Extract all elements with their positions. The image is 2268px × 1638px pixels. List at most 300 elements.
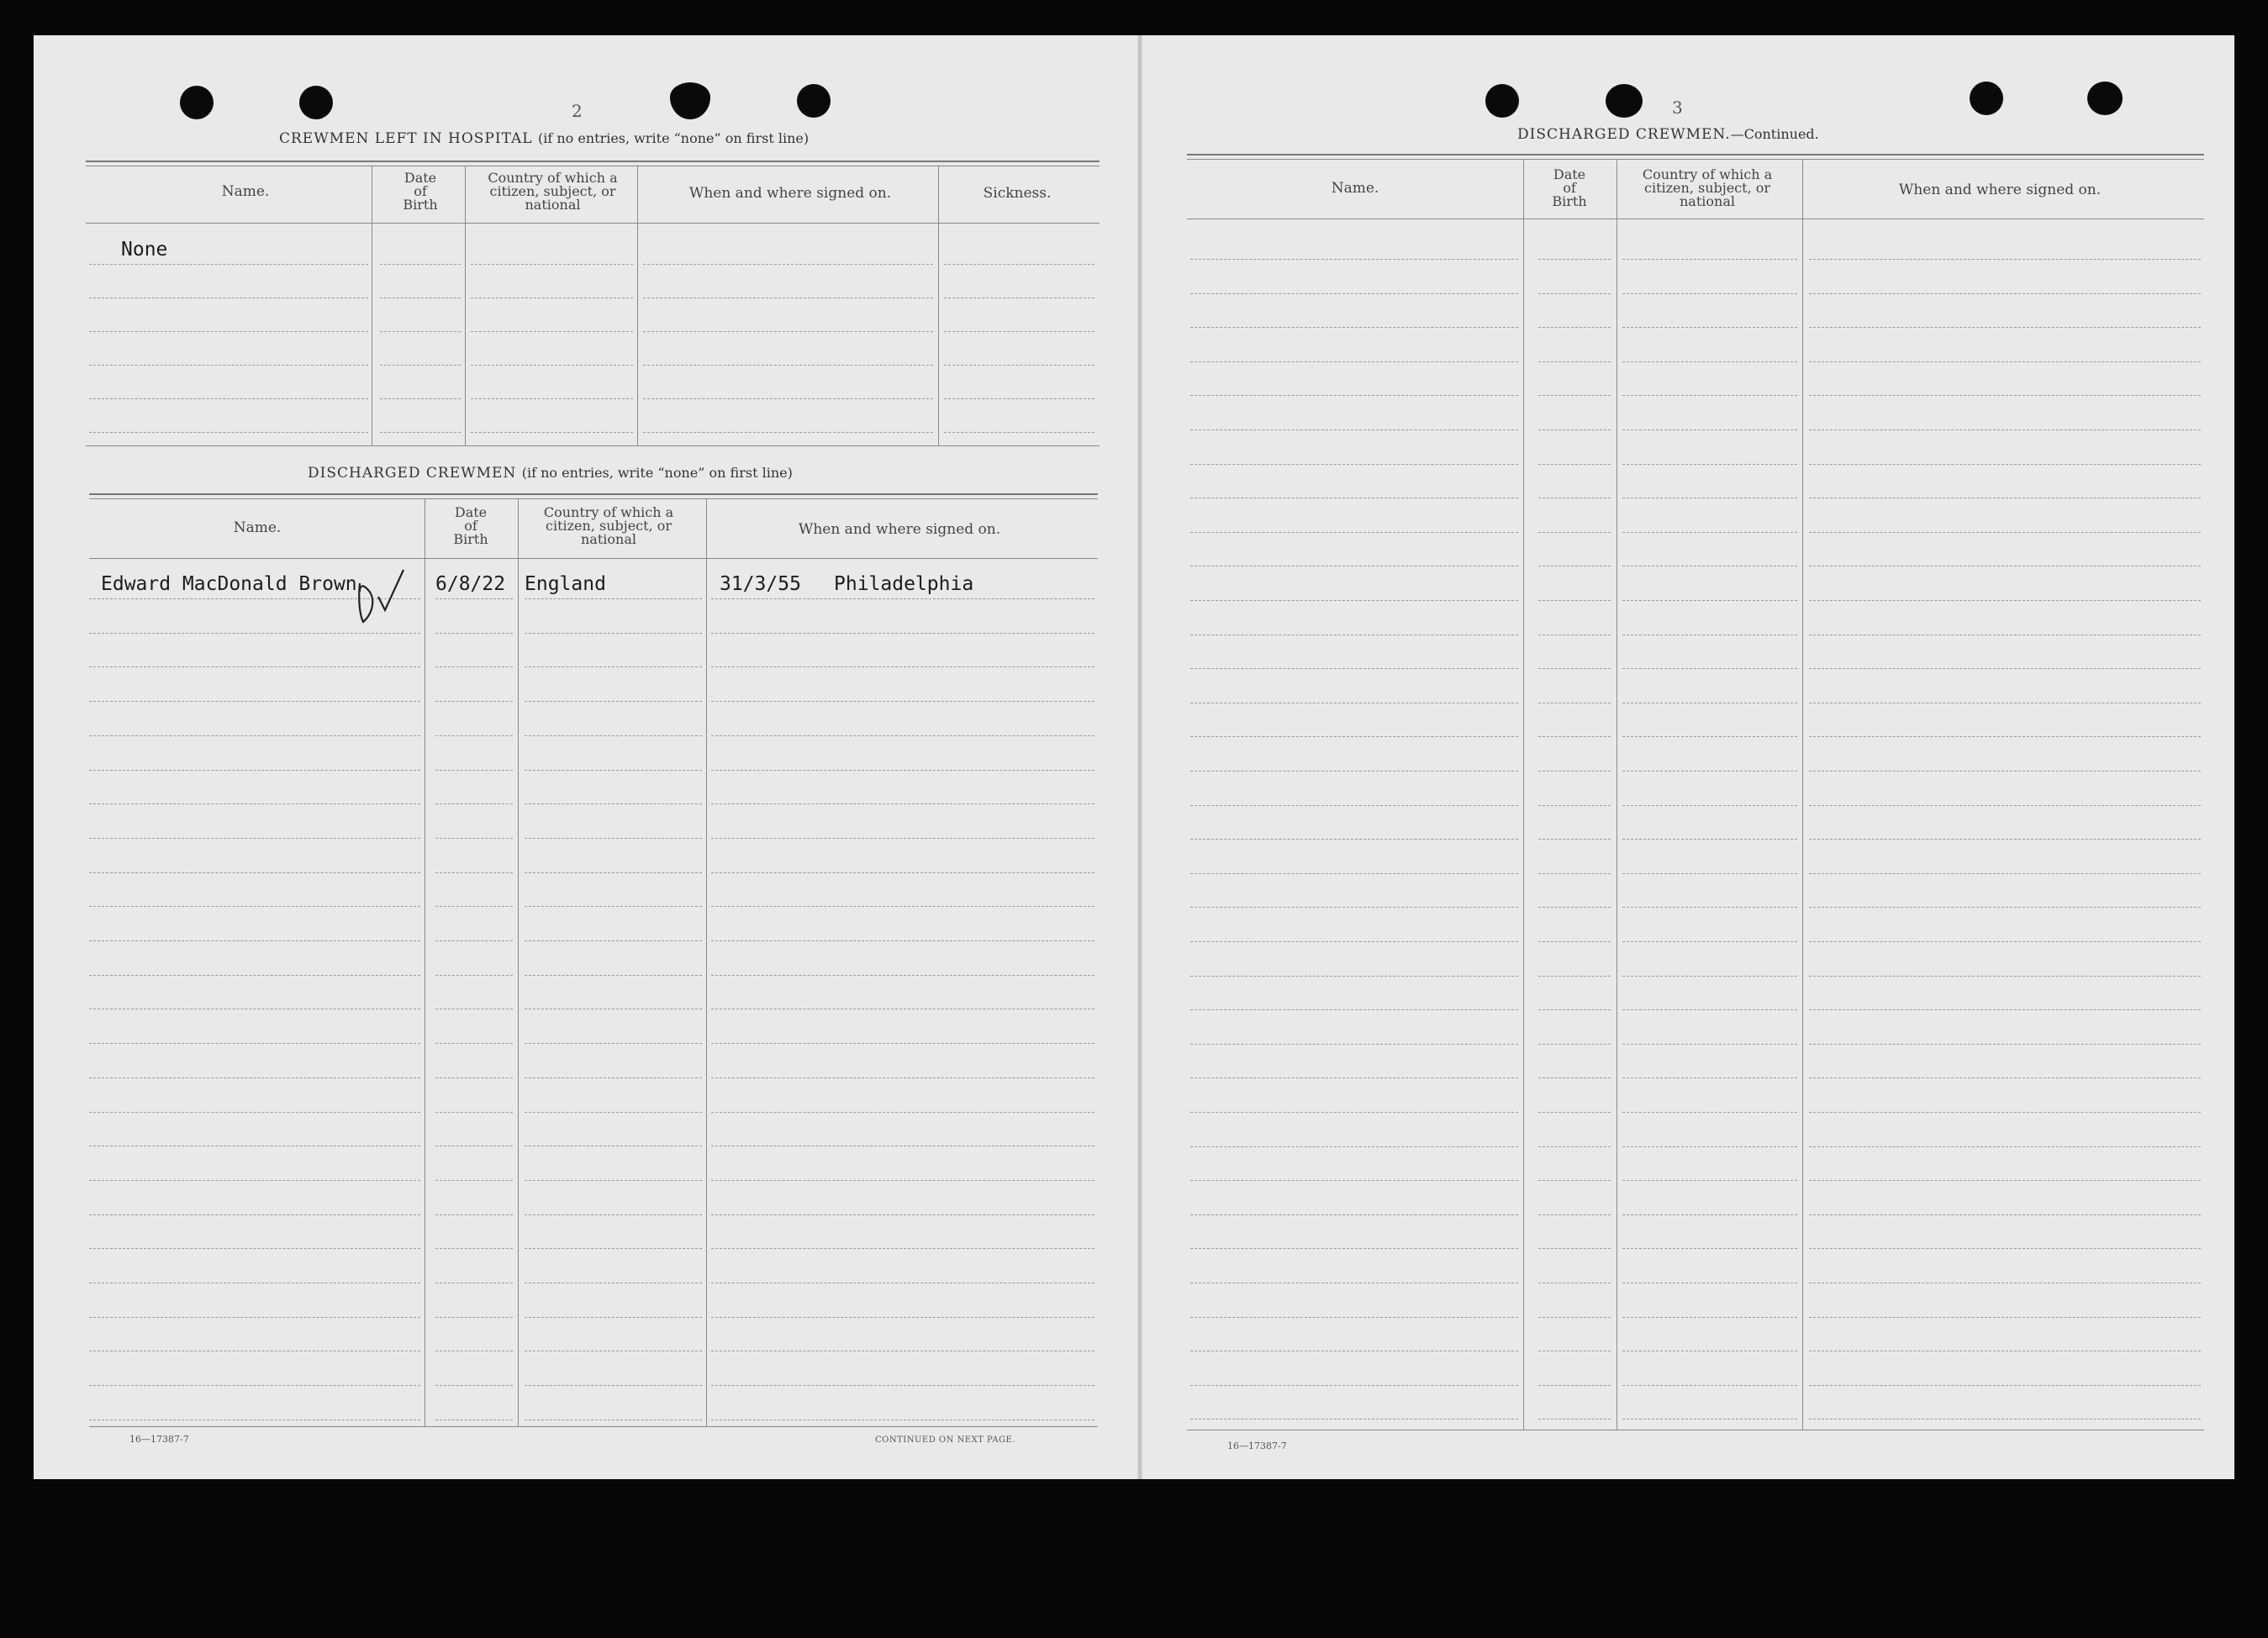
ruled-line	[1622, 1112, 1797, 1113]
discharged-section-title	[308, 465, 793, 482]
form-number: 16—17387-7	[129, 1434, 189, 1445]
header-line: of	[1563, 180, 1576, 196]
ruled-line	[643, 365, 933, 366]
ruled-line	[1538, 1112, 1611, 1113]
ruled-line	[1622, 1077, 1797, 1078]
header-line: Date	[454, 504, 488, 520]
ruled-line	[1190, 1044, 1518, 1045]
ruled-line	[525, 906, 702, 907]
ruled-line	[1809, 600, 2201, 601]
continued-header-country	[1614, 168, 1801, 208]
ruled-line	[1622, 361, 1797, 362]
ruled-line	[1190, 976, 1518, 977]
ruled-line	[435, 1214, 513, 1215]
ruled-line	[1622, 429, 1797, 430]
ruled-line	[525, 1282, 702, 1283]
ruled-line	[1622, 532, 1797, 533]
ruled-line	[1622, 293, 1797, 294]
ruled-line	[89, 1112, 420, 1113]
ruled-line	[89, 1282, 420, 1283]
ruled-line	[1622, 1009, 1797, 1010]
ruled-line	[1538, 1146, 1611, 1147]
ruled-line	[711, 940, 1094, 941]
header-line: of	[464, 518, 477, 534]
ruled-line	[1190, 464, 1518, 465]
ruled-line	[1538, 1180, 1611, 1181]
ruled-line	[711, 1214, 1094, 1215]
ruled-line	[711, 1077, 1094, 1078]
ruled-line	[1190, 1248, 1518, 1249]
page-number: 2	[572, 101, 583, 121]
ruled-line	[89, 1043, 420, 1044]
ruled-line	[1190, 1077, 1518, 1078]
ruled-line	[525, 1112, 702, 1113]
checkmark-icon	[355, 566, 414, 634]
ruled-line	[1809, 1146, 2201, 1147]
ruled-line	[525, 1385, 702, 1386]
ruled-line	[1538, 1009, 1611, 1010]
punch-hole	[2087, 82, 2123, 115]
ruled-line	[1538, 771, 1611, 772]
punch-hole	[1606, 84, 1643, 118]
ruled-line	[1190, 1180, 1518, 1181]
ruled-line	[1538, 668, 1611, 669]
page-fold	[1137, 35, 1142, 1479]
ruled-line	[435, 1043, 513, 1044]
header-line: national	[1680, 193, 1735, 209]
column-divider	[1523, 159, 1524, 1430]
ruled-line	[1190, 532, 1518, 533]
ruled-line	[435, 633, 513, 634]
ruled-line	[1538, 1385, 1611, 1386]
ruled-line	[1538, 805, 1611, 806]
ruled-line	[1622, 976, 1797, 977]
header-line: citizen, subject, or	[1643, 180, 1771, 196]
ruled-line	[435, 803, 513, 804]
ruled-line	[1622, 395, 1797, 396]
ruled-line	[525, 598, 702, 599]
ruled-line	[525, 1180, 702, 1181]
ruled-line	[944, 432, 1094, 433]
ruled-line	[944, 331, 1094, 332]
ruled-line	[1190, 1009, 1518, 1010]
ruled-line	[89, 906, 420, 907]
continued-title-text: DISCHARGED CREWMEN.	[1517, 126, 1731, 143]
ruled-line	[643, 398, 933, 399]
discharged-row-dob: 6/8/22	[435, 573, 506, 595]
ruled-line	[1809, 532, 2201, 533]
ruled-line	[435, 1317, 513, 1318]
continued-note: CONTINUED ON NEXT PAGE.	[875, 1435, 1016, 1445]
ruled-line	[711, 1419, 1094, 1420]
ruled-line	[435, 1112, 513, 1113]
ruled-line	[435, 1419, 513, 1420]
ruled-line	[1538, 1282, 1611, 1283]
header-line: of	[414, 183, 427, 199]
rule	[86, 161, 1100, 162]
ruled-line	[1809, 1282, 2201, 1283]
column-divider	[465, 166, 466, 445]
continued-header-name: Name.	[1331, 180, 1379, 197]
punch-hole	[180, 86, 214, 119]
ruled-line	[1622, 1214, 1797, 1215]
ruled-line	[1809, 941, 2201, 942]
ruled-line	[380, 398, 461, 399]
rule	[1187, 159, 2204, 160]
header-line: Country of which a	[1642, 166, 1773, 182]
ruled-line	[1809, 805, 2201, 806]
ruled-line	[435, 975, 513, 976]
ruled-line	[1190, 805, 1518, 806]
ruled-line	[435, 666, 513, 667]
discharged-header-name: Name.	[233, 519, 282, 536]
hospital-section-title	[279, 130, 809, 147]
ruled-line	[89, 1419, 420, 1420]
ruled-line	[525, 803, 702, 804]
ruled-line	[525, 872, 702, 873]
hospital-row-name: None	[121, 239, 168, 261]
ruled-line	[435, 1180, 513, 1181]
ruled-line	[643, 264, 933, 265]
ruled-line	[471, 264, 633, 265]
ruled-line	[944, 365, 1094, 366]
ruled-line	[944, 264, 1094, 265]
ruled-line	[1622, 941, 1797, 942]
ruled-line	[1809, 1077, 2201, 1078]
ruled-line	[1538, 600, 1611, 601]
ruled-line	[711, 1180, 1094, 1181]
header-line: citizen, subject, or	[489, 183, 616, 199]
continued-header-signed: When and where signed on.	[1898, 182, 2102, 198]
form-number: 16—17387-7	[1227, 1440, 1287, 1451]
ruled-line	[89, 398, 368, 399]
ruled-line	[1809, 1385, 2201, 1386]
punch-hole	[299, 86, 333, 119]
ruled-line	[525, 735, 702, 736]
ruled-line	[1809, 1044, 2201, 1045]
ruled-line	[1538, 361, 1611, 362]
ruled-line	[711, 872, 1094, 873]
ruled-line	[1809, 976, 2201, 977]
header-line: Country of which a	[488, 170, 618, 186]
ruled-line	[1622, 327, 1797, 328]
discharged-header-signed: When and where signed on.	[798, 521, 1001, 538]
ruled-line	[525, 1248, 702, 1249]
ruled-line	[435, 770, 513, 771]
ruled-line	[89, 940, 420, 941]
discharged-row-place-signed: Philadelphia	[834, 573, 974, 595]
ruled-line	[711, 803, 1094, 804]
column-divider	[938, 166, 939, 445]
header-line: national	[525, 197, 581, 213]
ruled-line	[711, 701, 1094, 702]
ruled-line	[1809, 771, 2201, 772]
ruled-line	[1622, 1385, 1797, 1386]
ruled-line	[1809, 1248, 2201, 1249]
punch-hole	[670, 82, 710, 119]
ruled-line	[471, 331, 633, 332]
ruled-line	[1809, 1009, 2201, 1010]
ruled-line	[1809, 1180, 2201, 1181]
ruled-line	[1809, 464, 2201, 465]
ruled-line	[1190, 839, 1518, 840]
ruled-line	[89, 770, 420, 771]
ruled-line	[525, 975, 702, 976]
ruled-line	[525, 666, 702, 667]
ruled-line	[89, 735, 420, 736]
header-line: Date	[403, 170, 437, 186]
ruled-line	[525, 1419, 702, 1420]
discharged-row-name: Edward MacDonald Brown	[101, 573, 357, 595]
rule	[86, 223, 1100, 224]
ruled-line	[1622, 1146, 1797, 1147]
ruled-line	[89, 975, 420, 976]
column-divider	[637, 166, 638, 445]
ruled-line	[89, 838, 420, 839]
ruled-line	[1538, 976, 1611, 977]
ruled-line	[380, 264, 461, 265]
ruled-line	[1538, 293, 1611, 294]
page-number: 3	[1672, 97, 1683, 118]
ruled-line	[1190, 1282, 1518, 1283]
hospital-header-dob	[374, 171, 467, 212]
ruled-line	[1190, 668, 1518, 669]
ruled-line	[89, 1317, 420, 1318]
discharged-header-country	[515, 506, 702, 546]
ruled-line	[89, 365, 368, 366]
ruled-line	[89, 872, 420, 873]
ruled-line	[1622, 771, 1797, 772]
ruled-line	[1538, 1044, 1611, 1045]
hospital-instruction: (if no entries, write “none” on first line)	[537, 130, 810, 146]
ruled-line	[435, 872, 513, 873]
discharged-row-country: England	[525, 573, 606, 595]
ruled-line	[1622, 1248, 1797, 1249]
rule	[86, 445, 1100, 446]
ruled-line	[1538, 1248, 1611, 1249]
ruled-line	[711, 598, 1094, 599]
rule	[89, 493, 1098, 495]
ruled-line	[1809, 293, 2201, 294]
header-line: citizen, subject, or	[545, 518, 672, 534]
ruled-line	[435, 1077, 513, 1078]
ruled-line	[525, 1317, 702, 1318]
ruled-line	[711, 1317, 1094, 1318]
continued-suffix: —Continued.	[1730, 126, 1819, 142]
ruled-line	[1809, 736, 2201, 737]
ruled-line	[1538, 395, 1611, 396]
ruled-line	[643, 331, 933, 332]
ruled-line	[89, 1077, 420, 1078]
ruled-line	[1809, 839, 2201, 840]
punch-hole	[1485, 84, 1519, 118]
ruled-line	[1622, 668, 1797, 669]
ruled-line	[435, 701, 513, 702]
column-divider	[706, 498, 707, 1426]
ruled-line	[89, 701, 420, 702]
ruled-line	[435, 598, 513, 599]
ruled-line	[1538, 1317, 1611, 1318]
ruled-line	[1809, 1112, 2201, 1113]
ruled-line	[1190, 395, 1518, 396]
ruled-line	[1190, 736, 1518, 737]
ruled-line	[1190, 771, 1518, 772]
ruled-line	[1538, 941, 1611, 942]
ruled-line	[1622, 259, 1797, 260]
header-line: Birth	[453, 531, 488, 547]
ruled-line	[1809, 259, 2201, 260]
ruled-line	[1622, 464, 1797, 465]
ruled-line	[89, 1248, 420, 1249]
ruled-line	[711, 838, 1094, 839]
ruled-line	[89, 666, 420, 667]
ruled-line	[525, 1214, 702, 1215]
hospital-header-country	[462, 171, 643, 212]
column-divider	[1802, 159, 1803, 1430]
ruled-line	[1190, 873, 1518, 874]
rule	[89, 558, 1098, 559]
ruled-line	[89, 432, 368, 433]
ruled-line	[1538, 839, 1611, 840]
column-divider	[518, 498, 519, 1426]
ruled-line	[525, 633, 702, 634]
ruled-line	[1809, 907, 2201, 908]
ruled-line	[944, 398, 1094, 399]
ruled-line	[525, 701, 702, 702]
ruled-line	[525, 1077, 702, 1078]
ruled-line	[1622, 1180, 1797, 1181]
discharged-row-date-signed: 31/3/55	[720, 573, 801, 595]
rule	[89, 1426, 1098, 1427]
ruled-line	[1809, 1317, 2201, 1318]
ruled-line	[471, 365, 633, 366]
ruled-line	[89, 1180, 420, 1181]
hospital-header-signed: When and where signed on.	[688, 185, 892, 202]
ruled-line	[711, 633, 1094, 634]
ruled-line	[643, 432, 933, 433]
ruled-line	[471, 398, 633, 399]
discharged-title-text: DISCHARGED CREWMEN	[308, 465, 517, 482]
ruled-line	[1538, 1077, 1611, 1078]
ruled-line	[89, 1385, 420, 1386]
ruled-line	[1190, 1214, 1518, 1215]
ruled-line	[711, 1112, 1094, 1113]
ruled-line	[711, 1282, 1094, 1283]
ruled-line	[1190, 429, 1518, 430]
header-line: Country of which a	[543, 504, 674, 520]
ruled-line	[525, 940, 702, 941]
ruled-line	[435, 838, 513, 839]
hospital-header-sickness: Sickness.	[983, 185, 1052, 202]
ruled-line	[1809, 327, 2201, 328]
ruled-line	[1190, 907, 1518, 908]
ruled-line	[89, 803, 420, 804]
ruled-line	[525, 838, 702, 839]
ruled-line	[1190, 1385, 1518, 1386]
ruled-line	[435, 1282, 513, 1283]
ruled-line	[1190, 1317, 1518, 1318]
ruled-line	[711, 1043, 1094, 1044]
ruled-line	[380, 331, 461, 332]
ruled-line	[435, 906, 513, 907]
ruled-line	[1538, 464, 1611, 465]
ruled-line	[1190, 327, 1518, 328]
ruled-line	[380, 432, 461, 433]
ruled-line	[89, 331, 368, 332]
ruled-line	[1538, 429, 1611, 430]
ruled-line	[1538, 736, 1611, 737]
ruled-line	[711, 906, 1094, 907]
ruled-line	[711, 770, 1094, 771]
ruled-line	[525, 770, 702, 771]
ruled-line	[1622, 839, 1797, 840]
ruled-line	[1538, 907, 1611, 908]
ruled-line	[1809, 1214, 2201, 1215]
rule	[89, 498, 1098, 499]
ruled-line	[1622, 736, 1797, 737]
ruled-line	[1622, 1282, 1797, 1283]
ruled-line	[1538, 532, 1611, 533]
ruled-line	[1622, 1317, 1797, 1318]
ruled-line	[1809, 361, 2201, 362]
ruled-line	[1622, 1044, 1797, 1045]
ruled-line	[380, 365, 461, 366]
header-line: Birth	[1552, 193, 1587, 209]
ruled-line	[1190, 600, 1518, 601]
ruled-line	[435, 1248, 513, 1249]
punch-hole	[797, 84, 831, 118]
ruled-line	[711, 975, 1094, 976]
ruled-line	[1190, 1112, 1518, 1113]
ruled-line	[711, 735, 1094, 736]
ruled-line	[1809, 873, 2201, 874]
ruled-line	[471, 432, 633, 433]
continued-header-dob	[1523, 168, 1616, 208]
ruled-line	[1809, 668, 2201, 669]
ruled-line	[525, 1043, 702, 1044]
ruled-line	[435, 940, 513, 941]
ruled-line	[711, 1248, 1094, 1249]
hospital-title-text: CREWMEN LEFT IN HOSPITAL	[279, 130, 533, 147]
header-line: national	[581, 531, 636, 547]
ruled-line	[1538, 873, 1611, 874]
ruled-line	[1809, 429, 2201, 430]
ruled-line	[1622, 600, 1797, 601]
ruled-line	[1622, 907, 1797, 908]
punch-hole	[1970, 82, 2003, 115]
header-line: Date	[1553, 166, 1586, 182]
ruled-line	[89, 1214, 420, 1215]
ruled-line	[1622, 805, 1797, 806]
ruled-line	[711, 666, 1094, 667]
ruled-line	[1190, 1146, 1518, 1147]
ruled-line	[1190, 361, 1518, 362]
ruled-line	[1190, 259, 1518, 260]
record-sheet	[34, 35, 2234, 1479]
ruled-line	[1809, 395, 2201, 396]
ruled-line	[1538, 259, 1611, 260]
ruled-line	[1622, 873, 1797, 874]
discharged-continued-title	[1517, 126, 1819, 143]
ruled-line	[1538, 327, 1611, 328]
ruled-line	[89, 264, 368, 265]
discharged-header-dob	[425, 506, 517, 546]
ruled-line	[711, 1385, 1094, 1386]
ruled-line	[435, 735, 513, 736]
discharged-instruction: (if no entries, write “none” on first line)	[521, 465, 793, 481]
ruled-line	[1538, 1214, 1611, 1215]
rule	[1187, 154, 2204, 155]
